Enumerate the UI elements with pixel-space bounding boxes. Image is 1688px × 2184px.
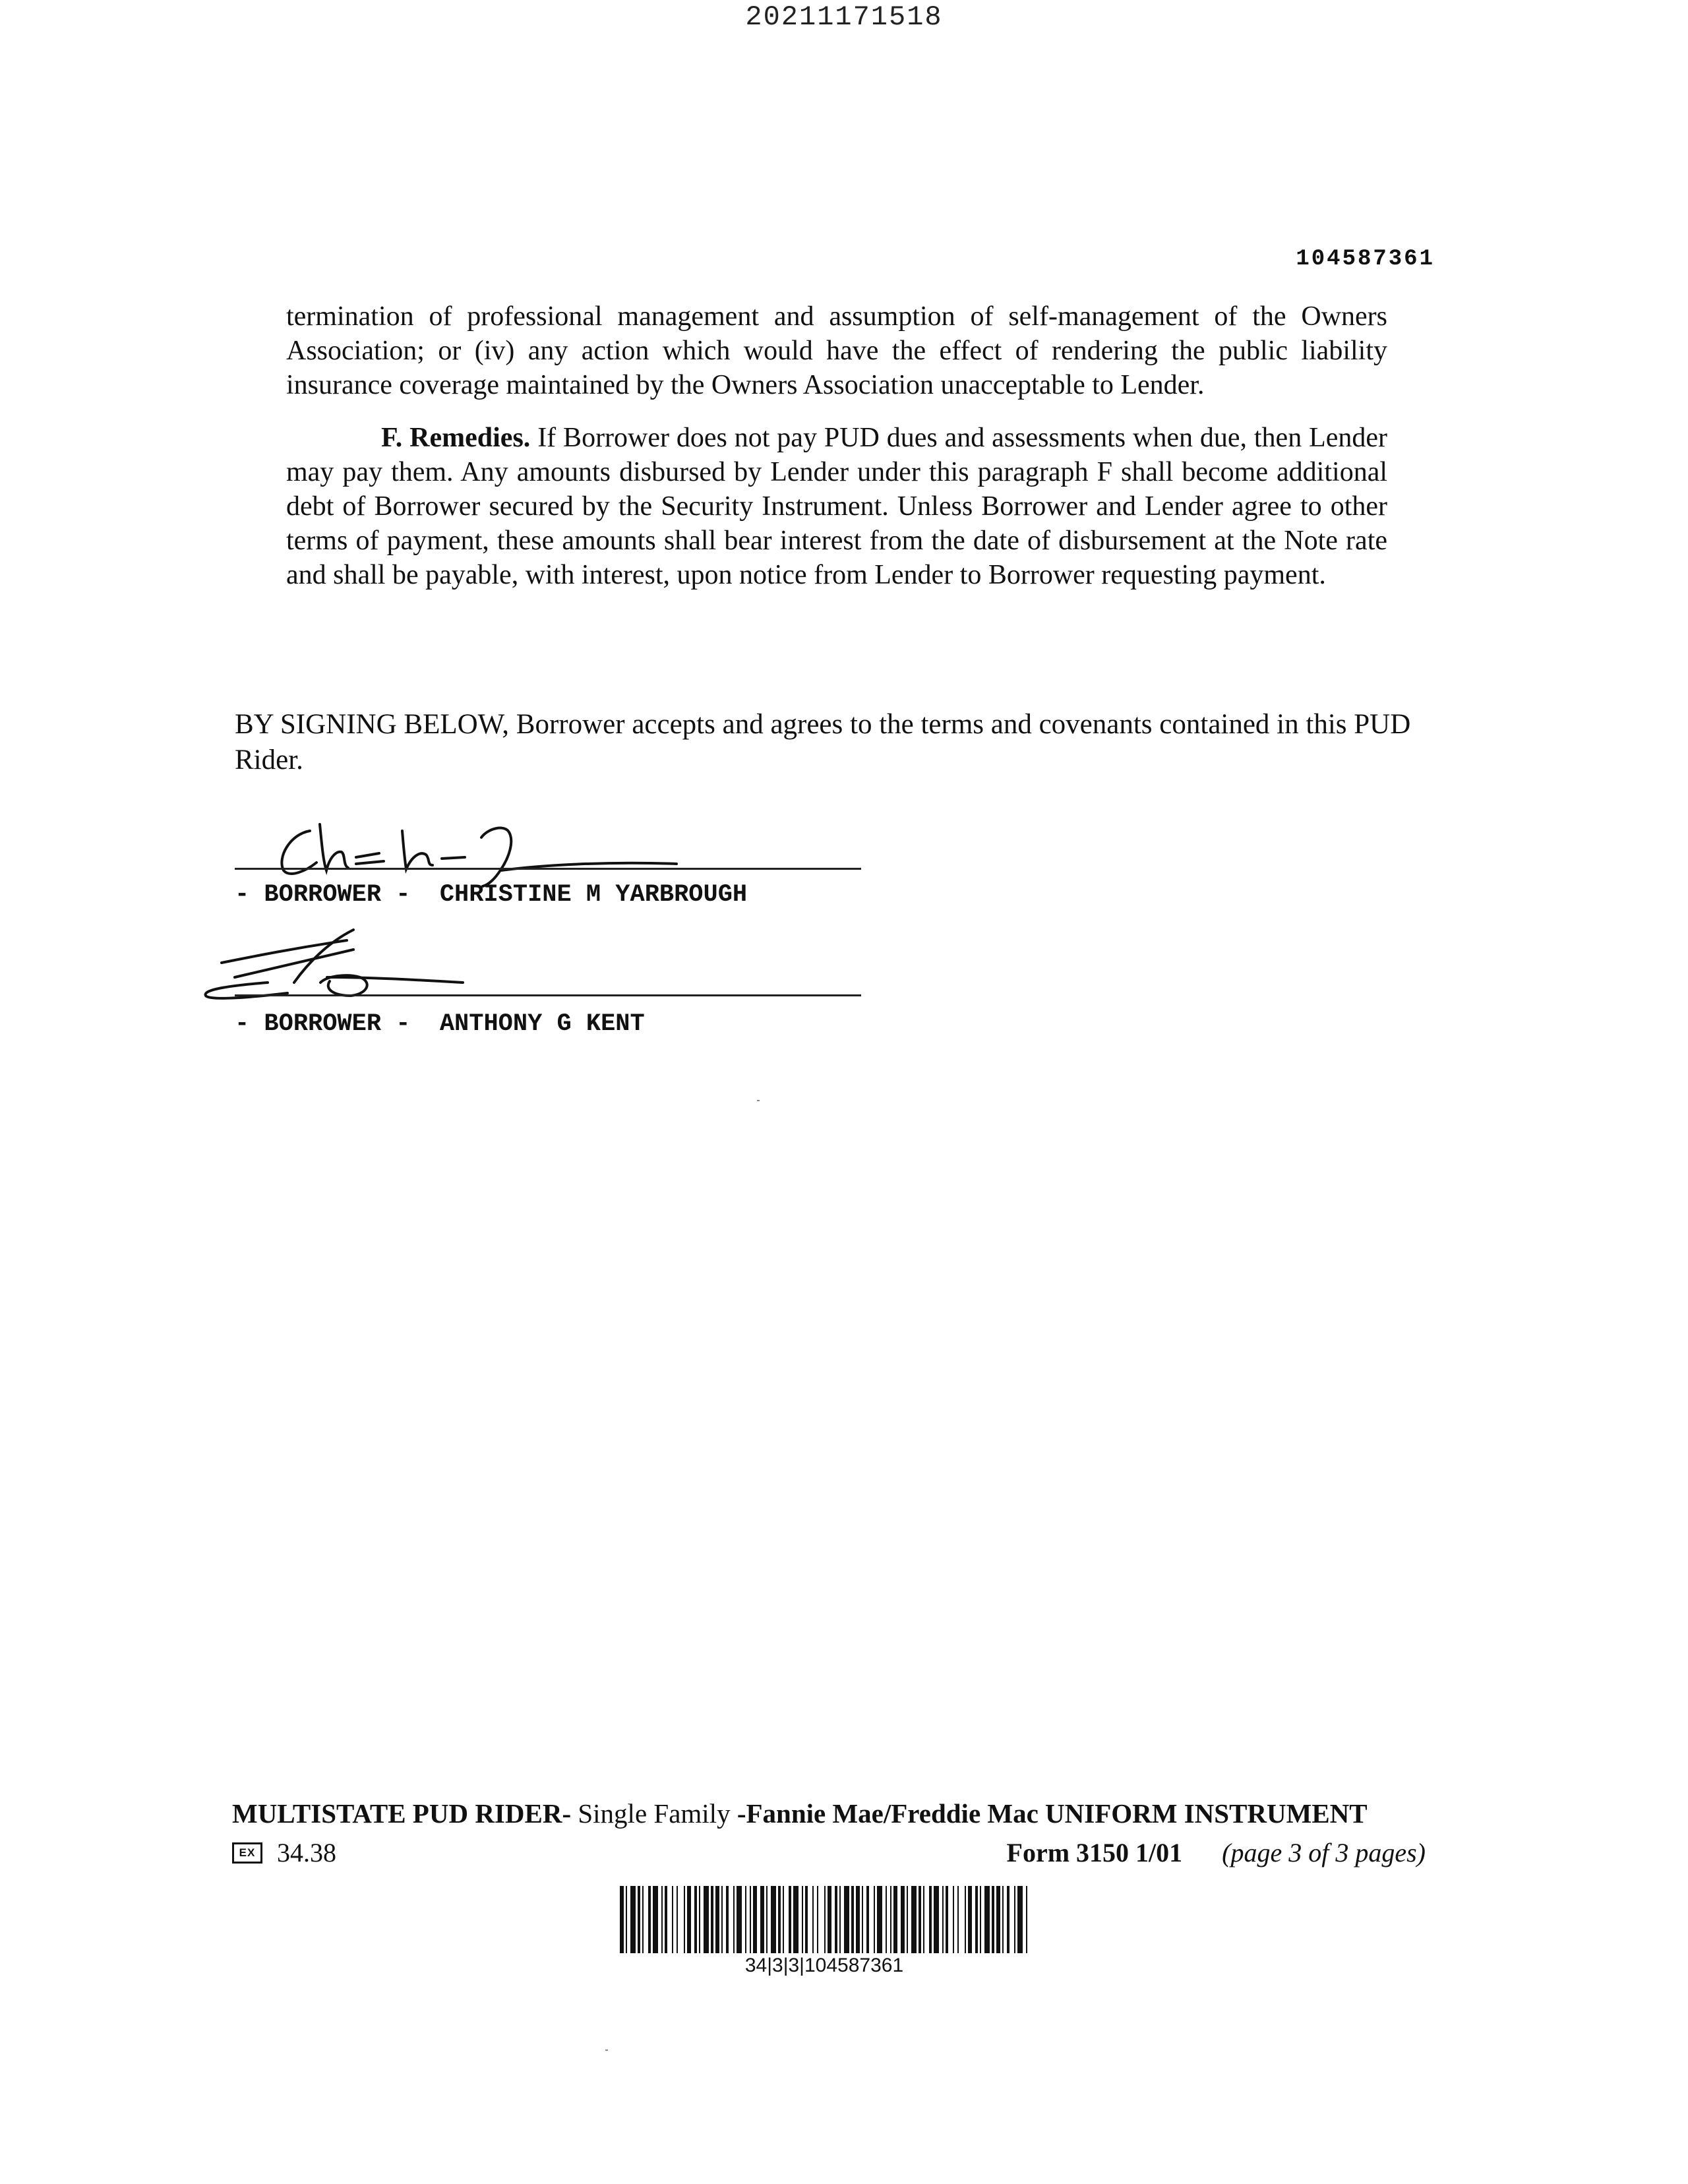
footer-form-info (1007, 1837, 1426, 1868)
footer-code (232, 1837, 336, 1868)
signature-line (235, 994, 861, 996)
footer-title-part: -Fannie Mae/Freddie Mac UNIFORM INSTRUMENT (737, 1798, 1368, 1829)
barcode-number: 34|3|3|104587361 (744, 1955, 904, 1976)
page-indicator: (page 3 of 3 pages) (1222, 1838, 1426, 1867)
loan-number: 104587361 (1296, 247, 1435, 272)
footer-title-part: Single Family (571, 1798, 737, 1829)
scan-speck (605, 2049, 608, 2051)
footer-ex-code: 34.38 (277, 1838, 336, 1867)
signing-statement: BY SIGNING BELOW, Borrower accepts and agrees to the terms and covenants contained in this PUD Rider. (235, 709, 1411, 775)
remedies-text: If Borrower does not pay PUD dues and assessments when due, then Lender may pay them. Any amounts disbursed by Lender under this paragraph F shall become additional debt of Borrower secured by the Security Instrument. Unless Borrower and Lender agree to other terms of payment, these amounts shall bear interest from the date of disbursement at the Note rate and shall be payable, with interest, upon notice from Lender to Borrower requesting payment. (286, 423, 1388, 590)
borrower-name-label: - BORROWER - CHRISTINE M YARBROUGH (235, 881, 748, 909)
ex-logo-icon: EX (232, 1842, 262, 1864)
form-number: Form 3150 1/01 (1006, 1838, 1183, 1867)
barcode-icon (620, 1886, 1029, 1953)
footer-form-title (232, 1798, 1368, 1829)
footer-title-part: MULTISTATE PUD RIDER- (232, 1798, 572, 1829)
document-stamp-number: 20211171518 (745, 1, 943, 33)
signature-line (235, 868, 861, 870)
scan-speck (757, 1100, 760, 1101)
signature-christine-yarbrough (264, 804, 699, 890)
borrower-name-label: - BORROWER - ANTHONY G KENT (235, 1010, 645, 1038)
paragraph-remedies (286, 421, 1387, 592)
paragraph-continuation: termination of professional management and assumption of self-management of the Owners Association; or (iv) any action which would have the effect of rendering the public liability insurance coverage maintained by the Owners Association unacceptable to Lender. (286, 301, 1387, 400)
remedies-heading: F. Remedies. (381, 423, 531, 453)
